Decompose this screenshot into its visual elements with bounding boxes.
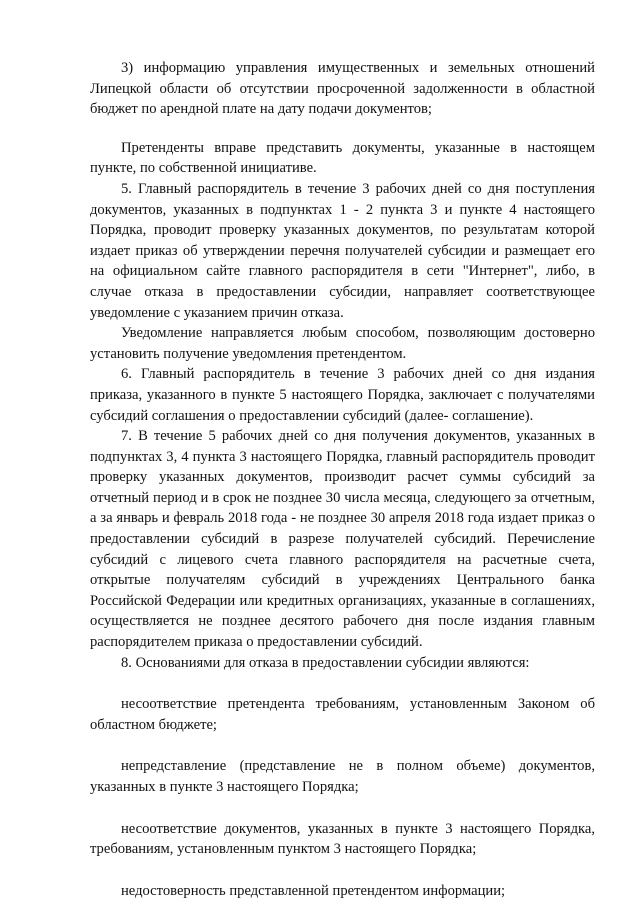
paragraph-clause-5: 5. Главный распорядитель в течение 3 рабочих дней со дня поступления документов, указанных в подпунктах 1 - 2 пункта 3 и пункте 4 настоящего Порядка, проводит проверку указанных документов, по результатам которой издает приказ об утверждении перечня получателей субсидии и размещает его на официальном сайте главного распорядителя в сети "Интернет", либо, в случае отказа в предоставлении субсидии, направляет соответствующее уведомление с указанием причин отказа. <box>90 180 595 321</box>
paragraph-clause-8: 8. Основаниями для отказа в предоставлении субсидии являются: <box>121 654 530 671</box>
paragraph-refusal-reason-3: несоответствие документов, указанных в пункте 3 настоящего Порядка, требованиям, установленным пунктом 3 настоящего Порядка; <box>90 820 595 858</box>
document-page <box>90 58 595 901</box>
paragraph-refusal-reason-1: несоответствие претендента требованиям, установленным Законом об областном бюджете; <box>90 696 595 733</box>
paragraph-refusal-reason-2: непредставление (представление не в полном объеме) документов, указанных в пункте 3 настоящего Порядка; <box>90 758 595 795</box>
paragraph-clause-7: 7. В течение 5 рабочих дней со дня получения документов, указанных в подпунктах 3, 4 пункта 3 настоящего Порядка, главный распорядитель проводит проверку указанных документов, производит расчет суммы субсидий за отчетный период и в срок не позднее 30 числа месяца, следующего за отчетным, а за январь и февраль 2018 года - не позднее 30 апреля 2018 года издает приказ о предоставлении субсидий в разрезе получателей субсидий. Перечисление субсидий с лицевого счета главного распорядителя на расчетные счета, открытые получателям субсидий в учреждениях Центрального банка Российской Федерации или кредитных организациях, указанные в соглашениях, осуществляется не позднее десятого рабочего дня после издания главным распорядителем приказа о предоставлении субсидий. <box>90 428 595 651</box>
paragraph-own-initiative: Претенденты вправе представить документы, указанные в настоящем пункте, по собственной инициативе. <box>90 139 595 177</box>
paragraph-clause-6: 6. Главный распорядитель в течение 3 рабочих дней со дня издания приказа, указанного в пункте 5 настоящего Порядка, заключает с получателями субсидий соглашения о предоставлении субсидий (далее- соглашение). <box>90 366 595 424</box>
paragraph-item-3: 3) информацию управления имущественных и земельных отношений Липецкой области об отсутствии просроченной задолженности в областной бюджет по арендной плате на дату подачи документов; <box>90 60 595 118</box>
paragraph-refusal-reason-4: недостоверность представленной претендентом информации; <box>121 882 506 899</box>
paragraph-notification: Уведомление направляется любым способом, позволяющим достоверно установить получение уведомления претендентом. <box>90 325 595 362</box>
